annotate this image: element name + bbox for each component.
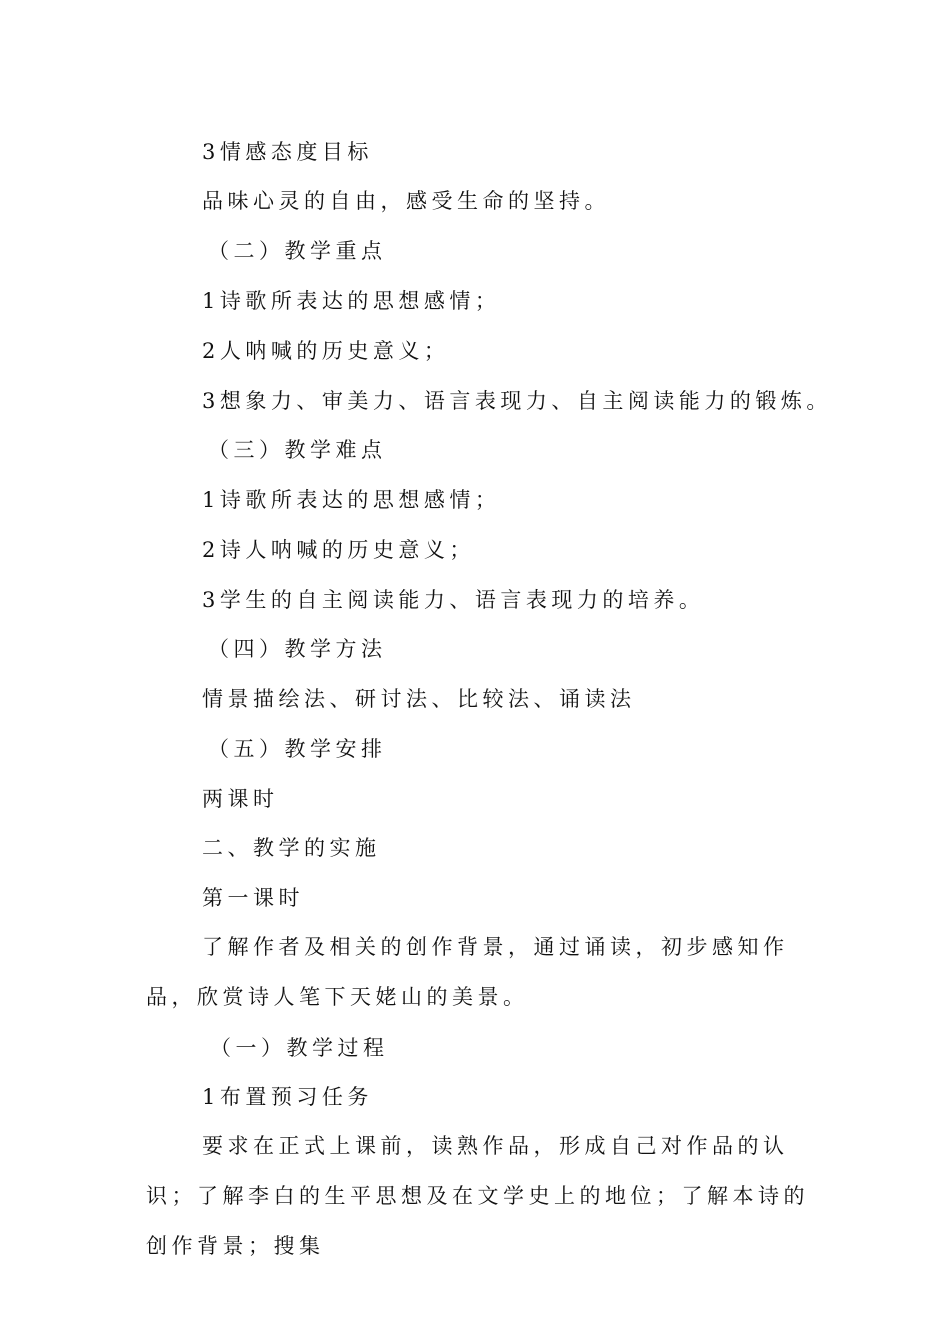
- section-heading-implementation: 二、教学的实施: [202, 836, 381, 860]
- section-heading-emotion-goals: 3情感态度目标: [202, 140, 373, 164]
- text-line: 两课时: [202, 787, 279, 811]
- section-heading-first-lesson: 第一课时: [202, 886, 304, 910]
- list-item: 2人呐喊的历史意义；: [202, 339, 450, 363]
- section-heading-teaching-method: （四）教学方法: [208, 637, 387, 661]
- section-heading-preview-task: 1布置预习任务: [202, 1085, 373, 1109]
- list-item: 3学生的自主阅读能力、语言表现力的培养。: [202, 588, 705, 612]
- section-heading-teaching-focus: （二）教学重点: [208, 239, 387, 263]
- list-item: 2诗人呐喊的历史意义；: [202, 538, 475, 562]
- list-item: 1诗歌所表达的思想感情；: [202, 488, 501, 512]
- section-heading-teaching-process: （一）教学过程: [210, 1036, 389, 1060]
- text-line: 情景描绘法、研讨法、比较法、诵读法: [202, 687, 636, 711]
- list-item: 1诗歌所表达的思想感情；: [202, 289, 501, 313]
- paragraph: 要求在正式上课前，读熟作品，形成自己对作品的认识；了解李白的生平思想及在文学史上的地位；了解本诗的创作背景；搜集: [146, 1134, 809, 1258]
- section-heading-teaching-difficulty: （三）教学难点: [208, 438, 387, 462]
- list-item: 3想象力、审美力、语言表现力、自主阅读能力的锻炼。: [202, 389, 832, 413]
- text-line: 品味心灵的自由，感受生命的坚持。: [202, 189, 610, 213]
- section-heading-teaching-schedule: （五）教学安排: [208, 737, 387, 761]
- paragraph: 了解作者及相关的创作背景，通过诵读，初步感知作品，欣赏诗人笔下天姥山的美景。: [146, 935, 789, 1009]
